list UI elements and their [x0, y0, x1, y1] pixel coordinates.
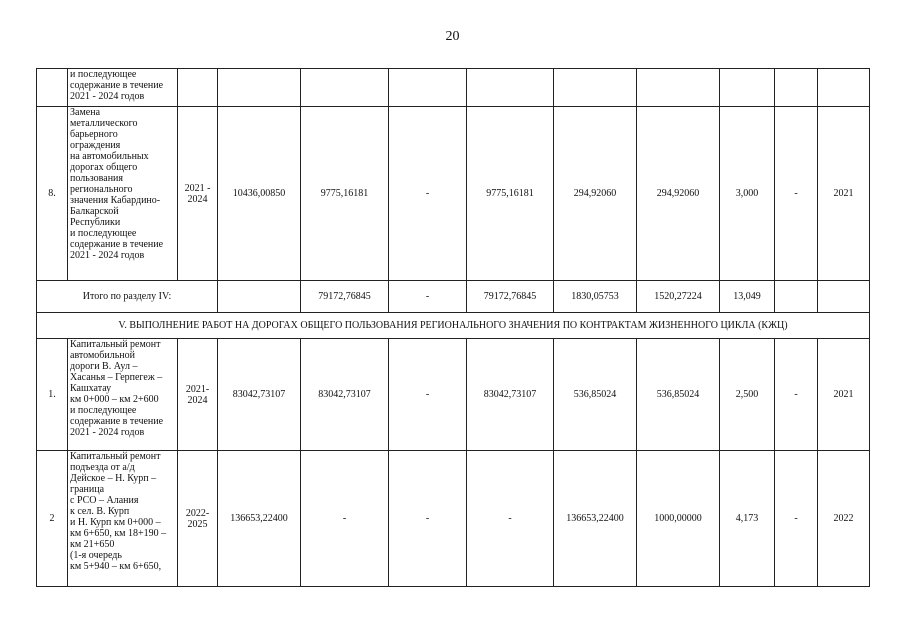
- cell-c9: 2021: [818, 339, 870, 451]
- cell-c6: 536,85024: [637, 339, 720, 451]
- row-number: 2: [37, 451, 68, 587]
- object-name-line: 2021 - 2024 годов: [70, 250, 145, 261]
- cell-c3: -: [389, 281, 467, 313]
- cell-c3: [389, 69, 467, 107]
- object-name-line: км 21+650: [70, 539, 115, 550]
- object-name-line: дорогах общего: [70, 162, 138, 173]
- total-row: [37, 281, 870, 313]
- object-name-line: (1-я очередь: [70, 550, 122, 561]
- table-row: [37, 339, 870, 451]
- cell-c9: [818, 281, 870, 313]
- cell-c8: -: [775, 451, 818, 587]
- section-header-row: [37, 313, 870, 339]
- object-name: [68, 107, 178, 281]
- table-row: [37, 451, 870, 587]
- table-body: [37, 69, 870, 587]
- object-name-line: и последующее: [70, 69, 137, 80]
- object-name-line: пользования: [70, 173, 123, 184]
- cell-c4: [467, 69, 554, 107]
- page-number: 20: [445, 29, 460, 44]
- cell-c6: [637, 69, 720, 107]
- cell-c8: -: [775, 339, 818, 451]
- object-name-line: граница: [70, 484, 105, 495]
- object-name-line: и Н. Курп км 0+000 –: [70, 517, 161, 528]
- section-title: V. ВЫПОЛНЕНИЕ РАБОТ НА ДОРОГАХ ОБЩЕГО ПОЛЬЗОВАНИЯ РЕГИОНАЛЬНОГО ЗНАЧЕНИЯ ПО КОНТРАКТАМ ЖИЗНЕННОГО ЦИКЛА (КЖЦ): [37, 313, 870, 339]
- cell-c1: 83042,73107: [218, 339, 301, 451]
- row-number: 8.: [37, 107, 68, 281]
- cell-c3: -: [389, 451, 467, 587]
- object-name-line: Республики: [70, 217, 121, 228]
- cell-c1: 10436,00850: [218, 107, 301, 281]
- object-name-line: км 0+000 – км 2+600: [70, 394, 159, 405]
- cell-c8: [775, 69, 818, 107]
- object-name-line: автомобильной: [70, 350, 135, 361]
- cell-c1: [218, 69, 301, 107]
- cell-c9: 2022: [818, 451, 870, 587]
- cell-c4: 79172,76845: [467, 281, 554, 313]
- row-number: 1.: [37, 339, 68, 451]
- cell-c2: -: [301, 451, 389, 587]
- cell-c9: 2021: [818, 107, 870, 281]
- object-name-line: км 6+650, км 18+190 –: [70, 528, 167, 539]
- object-name-line: и последующее: [70, 405, 137, 416]
- object-name-line: Хасанья – Герпегеж –: [70, 372, 163, 383]
- cell-c2: [301, 69, 389, 107]
- row-number: [37, 69, 68, 107]
- object-name-line: Замена: [70, 107, 101, 118]
- object-name-line: на автомобильных: [70, 151, 149, 162]
- object-name-line: к сел. В. Курп: [70, 506, 130, 517]
- object-name-line: 2021 - 2024 годов: [70, 427, 145, 438]
- cell-c7: 4,173: [720, 451, 775, 587]
- period: 2021- 2024: [178, 339, 218, 451]
- cell-c5: 1830,05753: [554, 281, 637, 313]
- object-name-line: Дейское – Н. Курп –: [70, 473, 157, 484]
- cell-c3: -: [389, 107, 467, 281]
- cell-c7: [720, 69, 775, 107]
- cell-c1: [218, 281, 301, 313]
- object-name-line: барьерного: [70, 129, 118, 140]
- cell-c3: -: [389, 339, 467, 451]
- program-table: [36, 68, 870, 587]
- cell-c5: 536,85024: [554, 339, 637, 451]
- object-name-line: Капитальный ремонт: [70, 451, 161, 462]
- table-row: [37, 107, 870, 281]
- cell-c6: 1000,00000: [637, 451, 720, 587]
- object-name-line: Капитальный ремонт: [70, 339, 161, 350]
- cell-c2: 9775,16181: [301, 107, 389, 281]
- total-label: Итого по разделу IV:: [37, 281, 218, 313]
- cell-c5: 294,92060: [554, 107, 637, 281]
- cell-c4: 9775,16181: [467, 107, 554, 281]
- cell-c5: 136653,22400: [554, 451, 637, 587]
- cell-c1: 136653,22400: [218, 451, 301, 587]
- period: 2022- 2025: [178, 451, 218, 587]
- object-name-line: км 5+940 – км 6+650,: [70, 561, 162, 572]
- object-name-line: Кашхатау: [70, 383, 112, 394]
- period: [178, 69, 218, 107]
- cell-c2: 79172,76845: [301, 281, 389, 313]
- object-name-line: ограждения: [70, 140, 121, 151]
- object-name-line: содержание в течение: [70, 239, 164, 250]
- table-row: [37, 69, 870, 107]
- object-name-line: металлического: [70, 118, 138, 129]
- cell-c6: 1520,27224: [637, 281, 720, 313]
- object-name-line: Балкарской: [70, 206, 119, 217]
- object-name-line: подъезда от а/д: [70, 462, 135, 473]
- cell-c6: 294,92060: [637, 107, 720, 281]
- object-name-line: с РСО – Алания: [70, 495, 139, 506]
- cell-c5: [554, 69, 637, 107]
- object-name-line: и последующее: [70, 228, 137, 239]
- object-name-line: содержание в течение: [70, 80, 164, 91]
- object-name-line: содержание в течение: [70, 416, 164, 427]
- object-name: [68, 339, 178, 451]
- cell-c7: 3,000: [720, 107, 775, 281]
- object-name-line: дороги В. Аул –: [70, 361, 138, 372]
- object-name: [68, 451, 178, 587]
- object-name-line: регионального: [70, 184, 133, 195]
- cell-c9: [818, 69, 870, 107]
- cell-c4: -: [467, 451, 554, 587]
- cell-c4: 83042,73107: [467, 339, 554, 451]
- object-name-line: значения Кабардино-: [70, 195, 161, 206]
- cell-c7: 13,049: [720, 281, 775, 313]
- cell-c7: 2,500: [720, 339, 775, 451]
- period: 2021 - 2024: [178, 107, 218, 281]
- cell-c8: -: [775, 107, 818, 281]
- cell-c8: [775, 281, 818, 313]
- cell-c2: 83042,73107: [301, 339, 389, 451]
- object-name-line: 2021 - 2024 годов: [70, 91, 145, 102]
- object-name: [68, 69, 178, 107]
